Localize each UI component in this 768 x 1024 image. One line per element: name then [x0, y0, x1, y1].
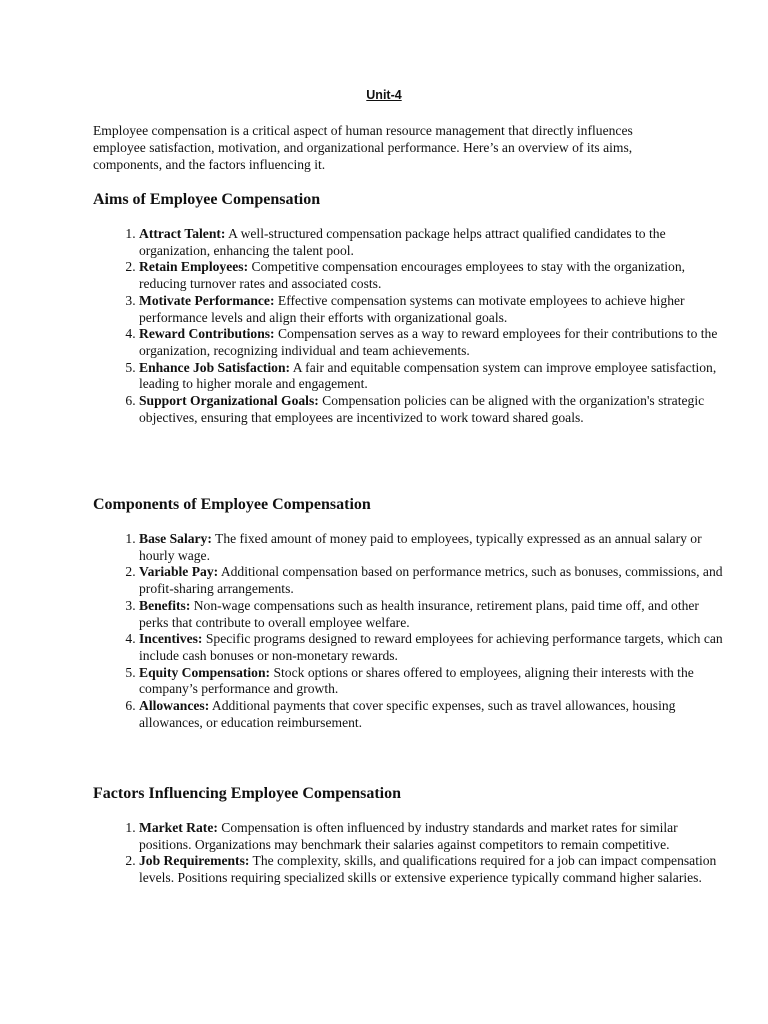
item-text: The fixed amount of money paid to employees, typically expressed as an annual salary or hourly wage. [139, 531, 702, 563]
intro-paragraph: Employee compensation is a critical aspect of human resource management that directly influences employee satisfaction, motivation, and organizational performance. Here’s an overview of its aims, components, and the factors influencing it. [93, 123, 633, 172]
item-term: Base Salary: [139, 531, 212, 546]
item-text: Compensation serves as a way to reward employees for their contributions to the organization, recognizing individual and team achievements. [139, 326, 718, 358]
item-term: Reward Contributions: [139, 326, 275, 342]
item-term: Support Organizational Goals: [139, 393, 319, 409]
item-text: Competitive compensation encourages employees to stay with the organization, reducing turnover rates and associated costs. [139, 259, 686, 292]
item-text: Additional compensation based on performance metrics, such as bonuses, commissions, and profit-sharing arrangements. [139, 564, 723, 597]
item-text: Stock options or shares offered to employees, aligning their interests with the company’s performance and growth. [139, 664, 694, 697]
item-term: Attract Talent: [139, 226, 226, 241]
item-text: Compensation policies can be aligned with the organization's strategic objectives, ensuring that employees are incentivized to work toward shared goals. [139, 393, 705, 425]
item-text: A well-structured compensation package helps attract qualified candidates to the organization, enhancing the talent pool. [139, 226, 666, 258]
item-term: Motivate Performance: [139, 292, 275, 308]
components-list [93, 531, 729, 731]
item-term: Enhance Job Satisfaction: [139, 359, 291, 375]
list-item [139, 598, 729, 631]
list-item [139, 665, 729, 698]
list-item [139, 820, 729, 853]
item-term: Incentives: [139, 631, 203, 647]
list-item [139, 698, 729, 731]
item-term: Market Rate: [139, 820, 218, 835]
list-item [139, 293, 729, 326]
list-item [139, 393, 729, 426]
item-text: The complexity, skills, and qualifications required for a job can impact compensation levels. Positions requiring specialized skills or extensive experience typically command higher salaries. [139, 853, 717, 886]
item-term: Allowances: [139, 698, 210, 714]
item-term: Equity Compensation: [139, 664, 271, 680]
factors-list [93, 820, 729, 887]
list-item [139, 259, 729, 292]
section-heading-aims: Aims of Employee Compensation [93, 191, 321, 208]
unit-title: Unit-4 [366, 88, 402, 102]
item-text: Additional payments that cover specific expenses, such as travel allowances, housing allowances, or education reimbursement. [139, 698, 676, 730]
item-term: Variable Pay: [139, 564, 219, 580]
item-text: Compensation is often influenced by industry standards and market rates for similar positions. Organizations may benchmark their salaries against competitors to remain competitive. [139, 820, 678, 852]
aims-list [93, 226, 729, 426]
item-text: Effective compensation systems can motivate employees to achieve higher performance levels and align their efforts with organizational goals. [139, 292, 685, 325]
item-term: Benefits: [139, 597, 191, 613]
item-text: Non-wage compensations such as health insurance, retirement plans, paid time off, and other perks that contribute to overall employee welfare. [139, 597, 699, 630]
item-term: Job Requirements: [139, 853, 250, 869]
list-item [139, 360, 729, 393]
item-text: A fair and equitable compensation system can improve employee satisfaction, leading to higher morale and engagement. [139, 359, 717, 392]
list-item [139, 326, 729, 359]
section-heading-factors: Factors Influencing Employee Compensation [93, 785, 401, 802]
list-item [139, 531, 729, 564]
list-item [139, 564, 729, 597]
list-item [139, 853, 729, 886]
list-item [139, 226, 729, 259]
item-text: Specific programs designed to reward employees for achieving performance targets, which can include cash bonuses or non-monetary rewards. [139, 631, 723, 663]
item-term: Retain Employees: [139, 259, 249, 275]
list-item [139, 631, 729, 664]
section-heading-components: Components of Employee Compensation [93, 496, 371, 513]
